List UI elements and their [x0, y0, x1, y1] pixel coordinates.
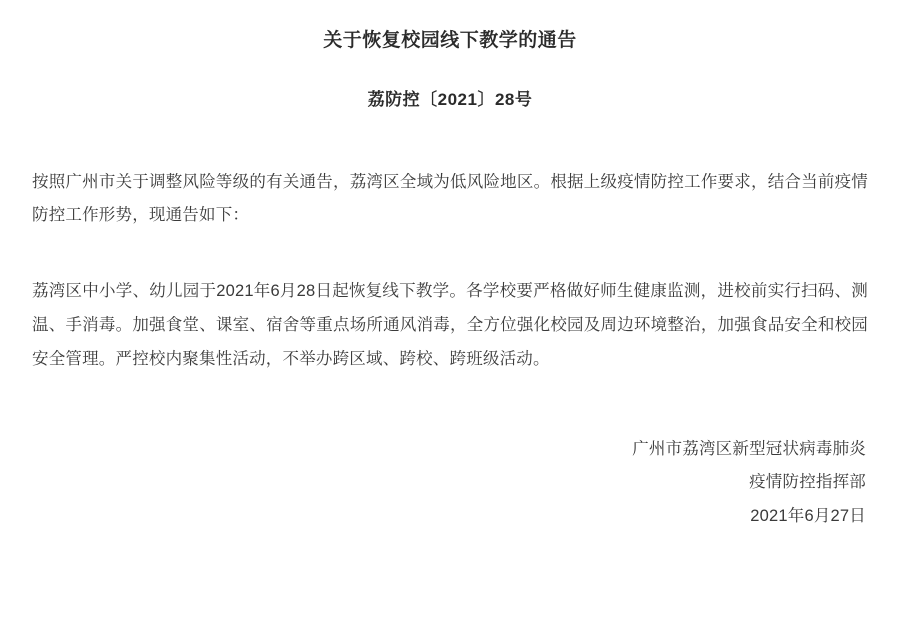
- signature-issuer-line-2: 疫情防控指挥部: [749, 473, 866, 492]
- signature-block: [32, 433, 868, 534]
- paragraph-2: 荔湾区中小学、幼儿园于2021年6月28日起恢复线下教学。各学校要严格做好师生健康监测，进校前实行扫码、测温、手消毒。加强食堂、课室、宿舍等重点场所通风消毒，全方位强化校园及周边环境整治，加强食品安全和校园安全管理。严控校内聚集性活动，不举办跨区域、跨校、跨班级活动。: [32, 282, 868, 368]
- signature-date: 2021年6月27日: [750, 507, 866, 526]
- document-number: 荔防控〔2021〕28号: [367, 90, 533, 110]
- document-title: 关于恢复校园线下教学的通告: [323, 30, 577, 51]
- signature-issuer-line-1: 广州市荔湾区新型冠状病毒肺炎: [632, 439, 866, 458]
- paragraph-1: 按照广州市关于调整风险等级的有关通告，荔湾区全域为低风险地区。根据上级疫情防控工作要求，结合当前疫情防控工作形势，现通告如下：: [32, 172, 868, 225]
